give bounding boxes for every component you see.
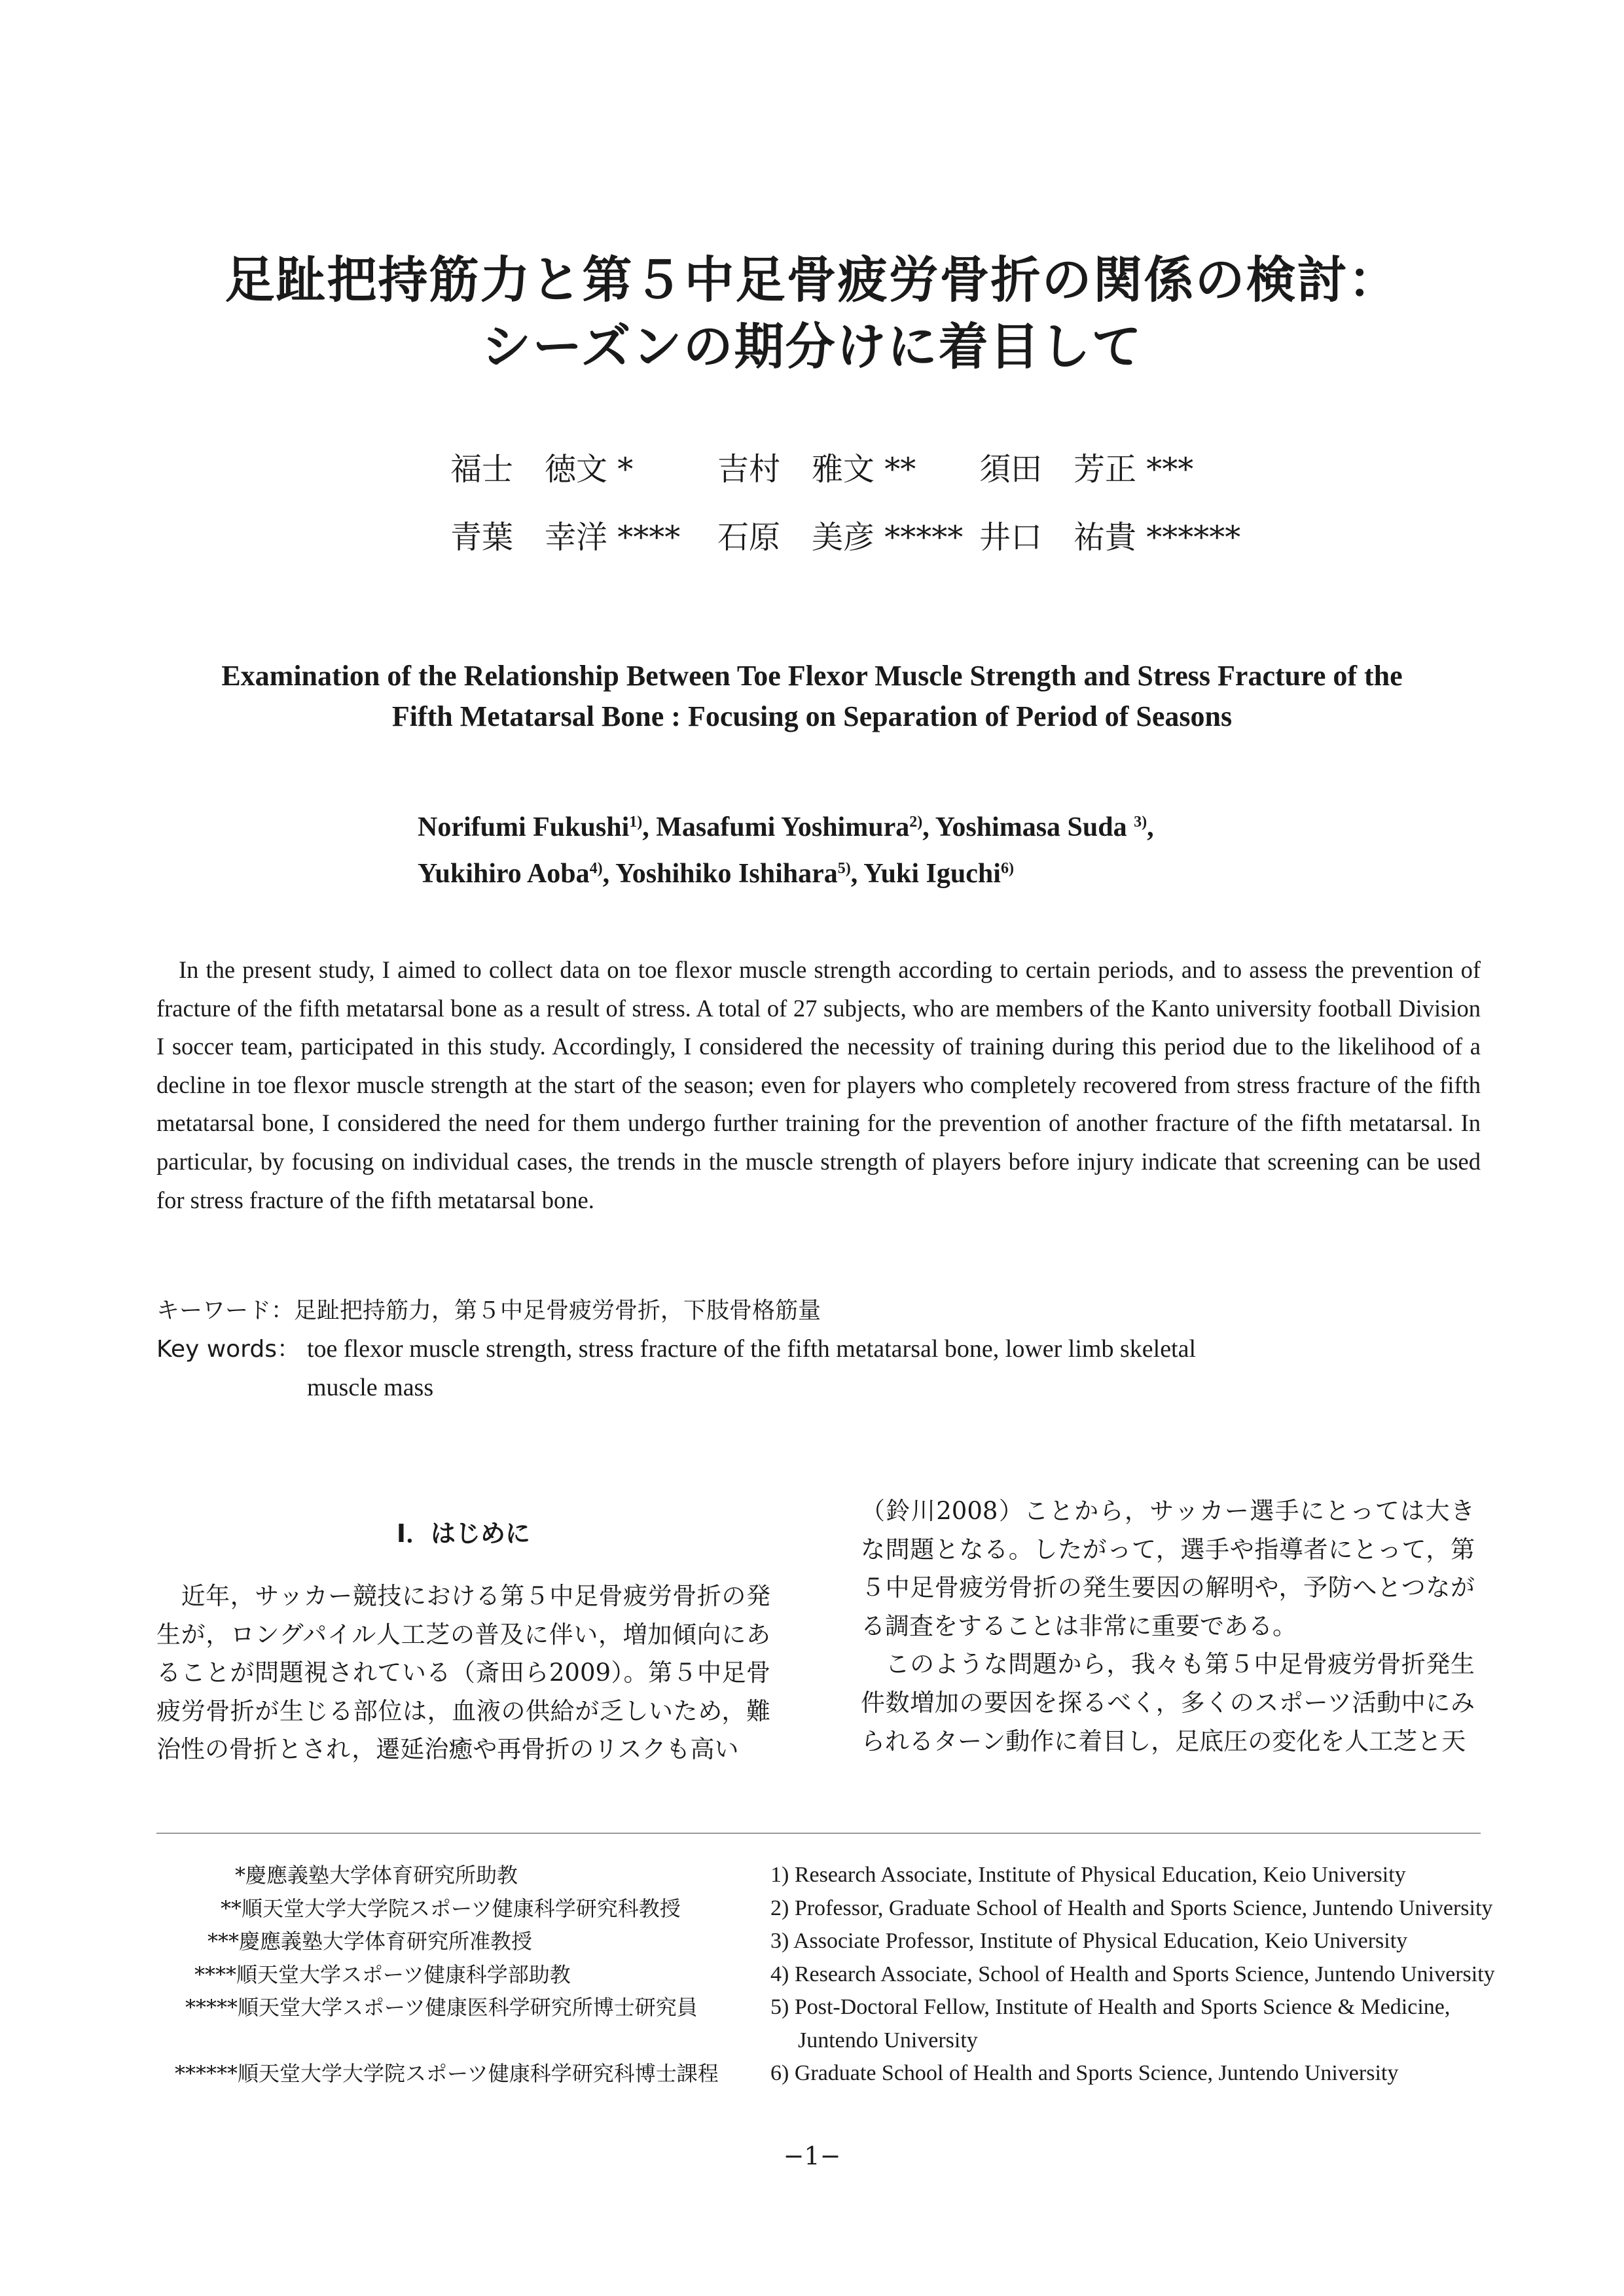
footnote: 6) Graduate School of Health and Sports Science, Juntendo University — [770, 2061, 1399, 2085]
footnote: ****順天堂大学スポーツ健康科学部助教 — [194, 1962, 571, 1987]
affiliation-mark: 1) — [629, 814, 643, 831]
author: 須田 芳正 *** — [979, 451, 1194, 488]
author: 吉村 雅文 ** — [717, 451, 916, 488]
page-number: −1− — [783, 2142, 841, 2170]
footnote: *慶應義塾大学体育研究所助教 — [235, 1863, 518, 1888]
author-separator: , — [1147, 812, 1154, 842]
english-authors-line — [418, 848, 1154, 895]
footnote: ***慶應義塾大学体育研究所准教授 — [208, 1929, 533, 1954]
affiliation-mark: 5) — [837, 860, 851, 877]
keywords-en — [156, 1330, 1481, 1407]
footnote: 2) Professor, Graduate School of Health and Sports Science, Juntendo University — [770, 1895, 1493, 1920]
english-title-line: Examination of the Relationship Between Toe Flexor Muscle Strength and Stress Fracture of the — [221, 660, 1403, 692]
japanese-title-line: シーズンの期分けに着目して — [481, 317, 1143, 376]
keywords-ja — [156, 1292, 821, 1330]
author: 石原 美彦 ***** — [717, 519, 964, 556]
japanese-title — [0, 247, 1624, 380]
footnote: **順天堂大学大学院スポーツ健康科学研究科教授 — [221, 1895, 681, 1921]
english-authors-line — [418, 802, 1154, 848]
author: 井口 祐貴 ****** — [979, 519, 1241, 556]
keywords-ja-text: 足趾把持筋力，第５中足骨疲労骨折，下肢骨格筋量 — [294, 1298, 821, 1324]
japanese-authors-row — [450, 518, 1240, 557]
footnote: ******順天堂大学大学院スポーツ健康科学研究科博士課程 — [175, 2061, 719, 2086]
footnotes-japanese — [156, 1859, 746, 2090]
english-title-line: Fifth Metatarsal Bone : Focusing on Separation of Period of Seasons — [391, 700, 1233, 732]
keywords-en-text-cont: muscle mass — [307, 1374, 434, 1401]
affiliation-mark: 6) — [1000, 860, 1014, 877]
keywords-ja-label: キーワード： — [156, 1298, 295, 1324]
paragraph: このような問題から，我々も第５中足骨疲労骨折発生件数増加の要因を探るべく，多くのスポーツ活動中にみられるターン動作に着目し，足底圧の変化を人工芝と天 — [861, 1650, 1475, 1755]
footnote: *****順天堂大学スポーツ健康医科学研究所博士研究員 — [185, 1995, 698, 2020]
author-name: , Yoshimasa Suda — [922, 812, 1134, 842]
english-title — [0, 656, 1624, 737]
author-name: Yukihiro Aoba — [418, 859, 590, 889]
author-name: , Yuki Iguchi — [850, 859, 1001, 889]
english-authors — [418, 802, 1154, 895]
author-name: , Masafumi Yoshimura — [642, 812, 910, 842]
japanese-authors-row — [450, 450, 1193, 489]
author: 青葉 幸洋 **** — [450, 519, 681, 556]
footnote: 3) Associate Professor, Institute of Physical Education, Keio University — [770, 1929, 1408, 1953]
abstract: In the present study, I aimed to collect data on toe flexor muscle strength according to certain periods, and to assess the prevention of fracture of the fifth metatarsal bone as a result of stress. A total of 27 subjects, who are members of the Kanto university football Division I soccer team, participated in this study. Accordingly, I considered the necessity of training during this period due to the likelihood of a decline in toe flexor muscle strength at the start of the season; even for players who completely recovered from stress fracture of the fifth metatarsal bone, I considered the need for them undergo further training for the prevention of another fracture of the fifth metatarsal. In particular, by focusing on individual cases, the trends in the muscle strength of players before injury indicate that screening can be used for stress fracture of the fifth metatarsal bone. — [156, 956, 1481, 1213]
author-name: Norifumi Fukushi — [418, 812, 630, 842]
footnote-divider — [156, 1833, 1481, 1834]
affiliation-mark: 2) — [909, 814, 923, 831]
footnotes-english — [770, 1859, 1497, 2090]
paragraph: （鈴川2008）ことから，サッカー選手にとっては大きな問題となる。したがって，選手や指導者にとって，第５中足骨疲労骨折の発生要因の解明や，予防へとつながる調査をすることは非常に重要である。 — [861, 1497, 1475, 1640]
japanese-title-line: 足趾把持筋力と第５中足骨疲労骨折の関係の検討： — [225, 251, 1399, 309]
keywords-en-text: toe flexor muscle strength, stress fracture of the fifth metatarsal bone, lower limb skeletal — [307, 1335, 1197, 1363]
affiliation-mark: 3) — [1134, 814, 1147, 831]
keywords-en-label: Key words： — [156, 1336, 300, 1363]
footnote: 4) Research Associate, School of Health and Sports Science, Juntendo University — [770, 1962, 1495, 1986]
body-column-left: 近年，サッカー競技における第５中足骨疲労骨折の発生が，ロングパイル人工芝の普及に伴い，増加傾向にあることが問題視されている（斎田ら2009）。第５中足骨疲労骨折が生じる部位は，血液の供給が乏しいため，難治性の骨折とされ，遷延治癒や再骨折のリスクも高い — [156, 1582, 770, 1764]
footnote: 5) Post-Doctoral Fellow, Institute of Health and Sports Science & Medicine, Juntendo University — [770, 1995, 1451, 2053]
footnote: 1) Research Associate, Institute of Physical Education, Keio University — [770, 1863, 1406, 1887]
author: 福士 徳文 * — [450, 451, 634, 488]
body-column-right — [861, 1492, 1475, 1761]
affiliation-mark: 4) — [589, 860, 603, 877]
author-name: , Yoshihiko Ishihara — [602, 859, 838, 889]
section-heading: Ⅰ．はじめに — [396, 1519, 531, 1548]
